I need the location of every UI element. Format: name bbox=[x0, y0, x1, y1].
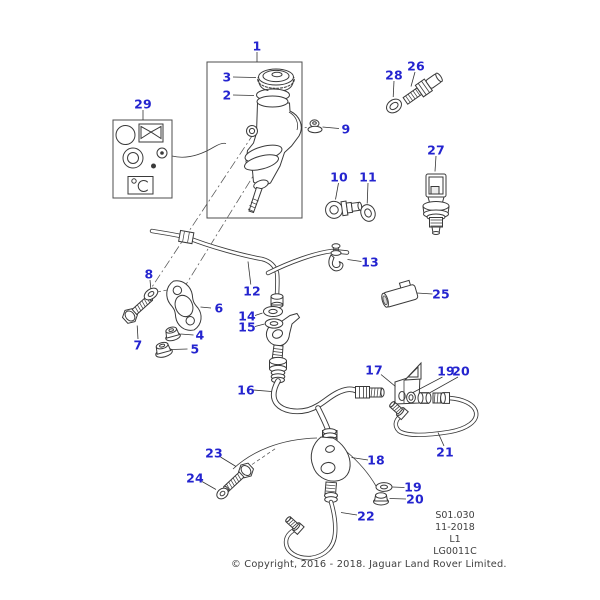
ref-sheet: L1 bbox=[449, 533, 461, 545]
callout-28[interactable]: 28 bbox=[385, 67, 403, 83]
nut-20-lower bbox=[374, 493, 389, 505]
ref-drawing-number: S01.030 bbox=[435, 510, 475, 521]
callout-4[interactable]: 4 bbox=[195, 327, 205, 343]
callout-15[interactable]: 15 bbox=[238, 319, 256, 335]
callout-6[interactable]: 6 bbox=[214, 300, 224, 316]
washer-14 bbox=[264, 307, 283, 317]
bracket-18 bbox=[311, 437, 350, 481]
banjo-union-10 bbox=[324, 198, 362, 220]
spacer-20-upper bbox=[418, 393, 431, 403]
bolt-26 bbox=[401, 71, 444, 107]
washer-19-lower bbox=[376, 483, 392, 492]
ref-code: LG0011C bbox=[433, 545, 477, 557]
copyright-text: © Copyright, 2016 - 2018. Jaguar Land Rover Limited. bbox=[231, 559, 507, 570]
callout-5[interactable]: 5 bbox=[190, 341, 200, 357]
master-cylinder-assembly bbox=[207, 62, 302, 218]
callout-13[interactable]: 13 bbox=[361, 254, 379, 270]
callout-22[interactable]: 22 bbox=[357, 508, 375, 524]
nut-9 bbox=[308, 120, 322, 133]
callout-20-2[interactable]: 20 bbox=[406, 491, 424, 507]
fitting-kit-panel bbox=[113, 120, 172, 198]
callout-3[interactable]: 3 bbox=[222, 69, 232, 85]
nut-4 bbox=[163, 325, 181, 342]
callout-21[interactable]: 21 bbox=[436, 444, 454, 460]
o-ring-28 bbox=[384, 96, 404, 115]
pressure-switch-27 bbox=[423, 174, 449, 235]
pipe-bracket-upper bbox=[266, 314, 299, 346]
pipe-clip bbox=[329, 244, 343, 271]
gasket-6 bbox=[162, 276, 206, 335]
callout-10[interactable]: 10 bbox=[330, 169, 348, 185]
nut-5 bbox=[153, 341, 173, 359]
ref-date: 11-2018 bbox=[435, 521, 475, 533]
callout-18[interactable]: 18 bbox=[367, 452, 385, 468]
callout-19-2[interactable]: 19 bbox=[404, 479, 422, 495]
callout-24[interactable]: 24 bbox=[186, 470, 204, 486]
hose-16-top-stud bbox=[270, 345, 287, 383]
callout-20[interactable]: 20 bbox=[452, 363, 470, 379]
callout-16[interactable]: 16 bbox=[237, 382, 255, 398]
callout-8[interactable]: 8 bbox=[144, 266, 154, 282]
callout-1[interactable]: 1 bbox=[252, 38, 262, 54]
washer-19-upper bbox=[407, 392, 416, 403]
flexible-hose-16 bbox=[274, 381, 384, 443]
washer-15 bbox=[265, 319, 283, 328]
callout-29[interactable]: 29 bbox=[134, 96, 152, 112]
callout-27[interactable]: 27 bbox=[427, 142, 445, 158]
callout-9[interactable]: 9 bbox=[341, 121, 351, 137]
callout-14[interactable]: 14 bbox=[238, 308, 256, 324]
bracket-18-lower-fitting bbox=[325, 482, 338, 502]
callout-19[interactable]: 19 bbox=[437, 363, 455, 379]
callout-11[interactable]: 11 bbox=[359, 169, 377, 185]
drawing-reference-block bbox=[419, 510, 491, 558]
callout-26[interactable]: 26 bbox=[407, 58, 425, 74]
callout-23[interactable]: 23 bbox=[205, 445, 223, 461]
connector-25 bbox=[379, 279, 418, 308]
callout-17[interactable]: 17 bbox=[365, 362, 383, 378]
callout-12[interactable]: 12 bbox=[243, 283, 261, 299]
callout-7[interactable]: 7 bbox=[133, 337, 143, 353]
pipe-22 bbox=[284, 502, 336, 558]
callout-2[interactable]: 2 bbox=[222, 87, 232, 103]
callout-25[interactable]: 25 bbox=[432, 286, 450, 302]
